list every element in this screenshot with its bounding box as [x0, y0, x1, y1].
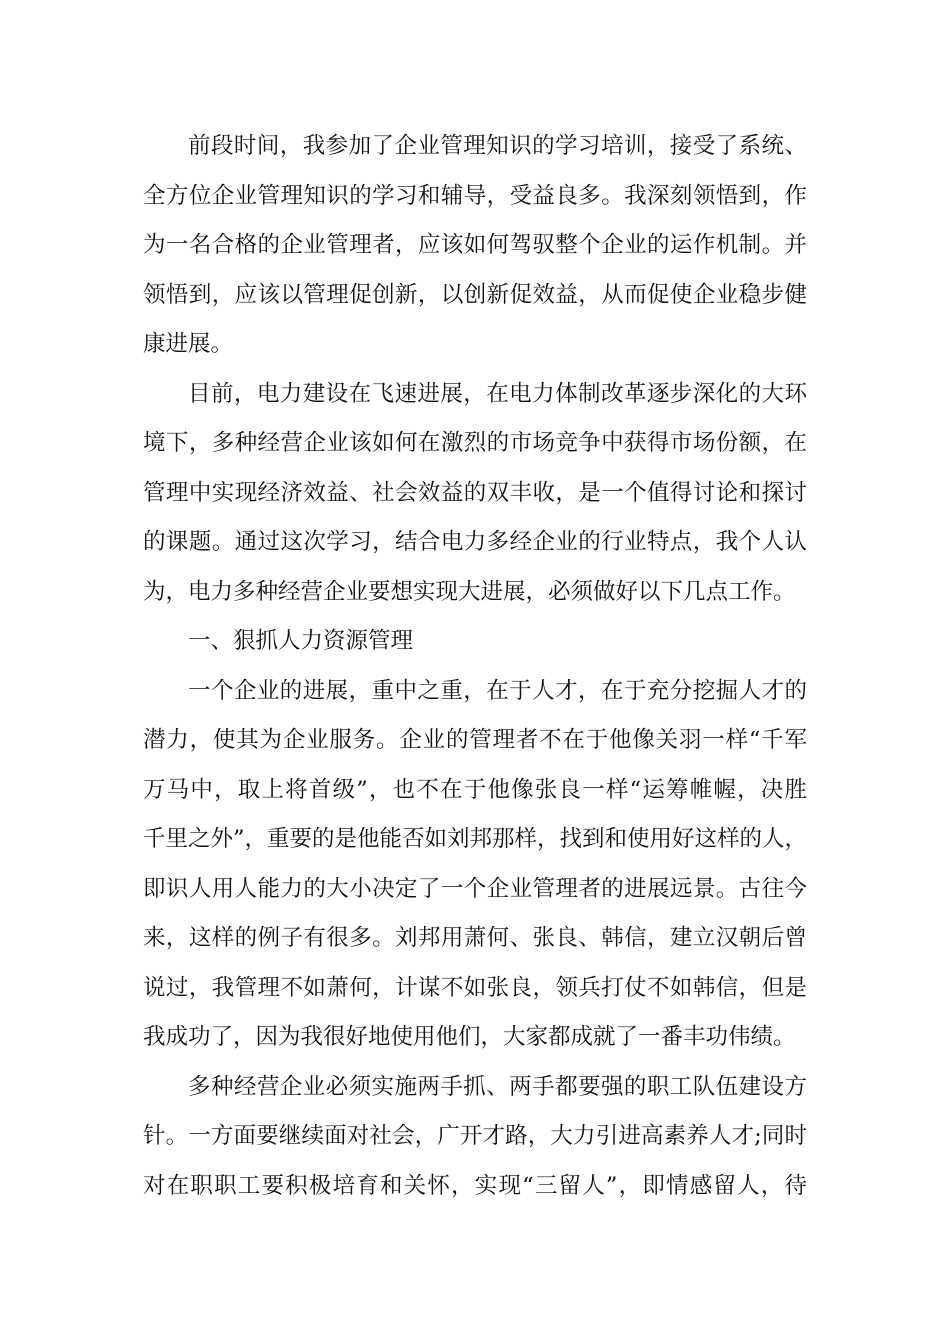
paragraph-4-line-3: 对在职职工要积极培育和关怀，实现“三留人”，即情感留人，待	[143, 1172, 807, 1199]
paragraph-1-line-3: 为一名合格的企业管理者，应该如何驾驭整个企业的运作机制。并	[143, 232, 807, 258]
paragraph-3-line-7: 说过，我管理不如萧何，计谋不如张良，领兵打仗不如韩信，但是	[143, 974, 807, 1001]
paragraph-1-line-5: 康进展。	[143, 331, 234, 357]
paragraph-3-line-1: 一个企业的进展，重中之重，在于人才，在于充分挖掘人才的	[188, 677, 807, 704]
paragraph-3-line-5: 即识人用人能力的大小决定了一个企业管理者的进展远景。古往今	[143, 875, 807, 902]
paragraph-4-line-2: 针。一方面要继续面对社会，广开才路，大力引进高素养人才;同时	[143, 1123, 807, 1149]
paragraph-3-line-6: 来，这样的例子有很多。刘邦用萧何、张良、韩信，建立汉朝后曾	[143, 925, 807, 951]
paragraph-3-line-4: 千里之外”，重要的是他能否如刘邦那样，找到和使用好这样的人，	[143, 826, 808, 852]
paragraph-3-line-2: 潜力，使其为企业服务。企业的管理者不在于他像关羽一样“千军	[143, 727, 807, 753]
paragraph-1-line-4: 领悟到，应该以管理促创新，以创新促效益，从而促使企业稳步健	[143, 281, 807, 308]
document-body	[143, 128, 807, 1217]
paragraph-2-line-4: 的课题。通过这次学习，结合电力多经企业的行业特点，我个人认	[143, 529, 807, 555]
paragraph-1-line-1: 前段时间，我参加了企业管理知识的学习培训，接受了系统、	[188, 133, 807, 159]
paragraph-2-line-5: 为，电力多种经营企业要想实现大进展，必须做好以下几点工作。	[143, 578, 796, 605]
paragraph-4-line-1: 多种经营企业必须实施两手抓、两手都要强的职工队伍建设方	[188, 1073, 807, 1100]
paragraph-1-line-2: 全方位企业管理知识的学习和辅导，受益良多。我深刻领悟到，作	[143, 182, 807, 209]
paragraph-3-line-8: 我成功了，因为我很好地使用他们，大家都成就了一番丰功伟绩。	[143, 1024, 796, 1050]
paragraph-2-line-3: 管理中实现经济效益、社会效益的双丰收，是一个值得讨论和探讨	[143, 479, 807, 506]
section-heading: 一、狠抓人力资源管理	[188, 628, 414, 654]
paragraph-3-line-3: 万马中，取上将首级”，也不在于他像张良一样“运筹帷幄，决胜	[143, 776, 807, 803]
paragraph-2-line-2: 境下，多种经营企业该如何在激烈的市场竞争中获得市场份额，在	[143, 430, 807, 456]
paragraph-2-line-1: 目前，电力建设在飞速进展，在电力体制改革逐步深化的大环	[188, 380, 807, 407]
